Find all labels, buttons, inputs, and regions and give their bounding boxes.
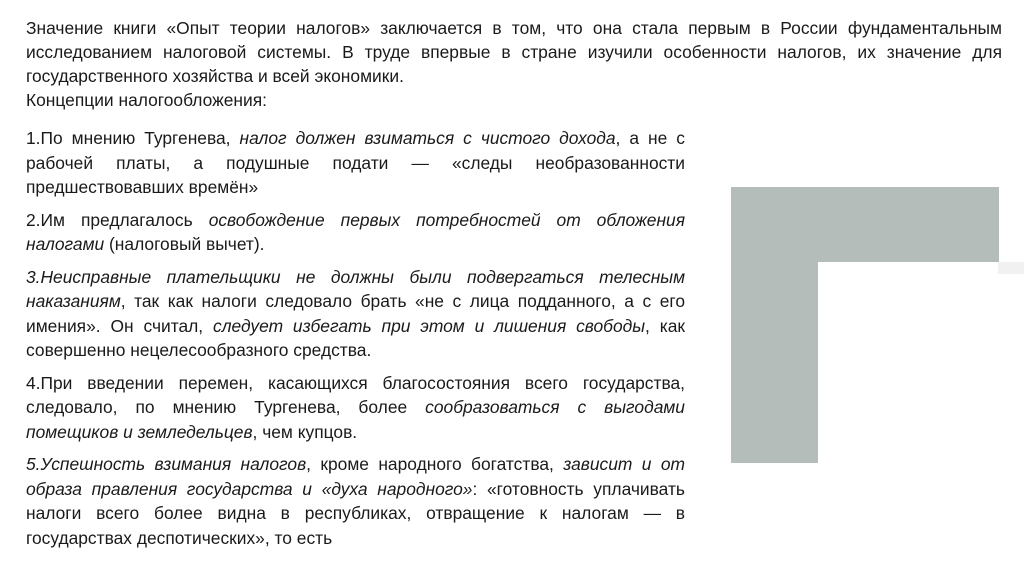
concept-item-3 (26, 265, 685, 363)
concept-item-4 (26, 371, 685, 445)
concept-3-segment-4: , как совершенно нецелесообразного средства. (26, 315, 686, 360)
decorative-corner-cutout (818, 262, 999, 463)
concept-4-segment-2: сообразоваться с выгодами помещиков и земледельцев (26, 397, 685, 442)
concept-1-segment-2: налог должен взиматься с чистого дохода (239, 128, 616, 148)
decorative-edge (998, 262, 1024, 274)
concept-4-segment-3: , чем купцов. (252, 421, 358, 442)
concept-5-segment-3: зависит и от образа правления государства и «духа народного» (26, 454, 685, 499)
concept-5-segment-4: : «готовность уплачивать налоги всего более видна в республиках, отвращение к налогам — в государствах деспотических», то есть (26, 478, 685, 548)
concept-2-segment-1: 2.Им предлагалось (26, 209, 209, 230)
concept-1-segment-1: 1.По мнению Тургенева, (26, 128, 240, 148)
concept-1-segment-3: , а не с рабочей платы, а подушные подати — «следы необразованности предшествовавших времён» (26, 128, 685, 197)
intro-block (26, 16, 1002, 112)
concept-3-segment-3: следует избегать при этом и лишения свободы (213, 315, 646, 336)
concept-item-2 (26, 208, 685, 257)
intro-paragraph: Значение книги «Опыт теории налогов» заключается в том, что она стала первым в России фундаментальным исследованием налоговой системы. В труде впервые в стране изучили особенности налогов, их значение для государственного хозяйства и всей экономики. (26, 18, 1002, 86)
concept-item-5 (26, 452, 685, 550)
concept-2-segment-2: освобождение первых потребностей от обложения налогами (26, 209, 686, 254)
concept-2-segment-3: (налоговый вычет). (104, 234, 265, 254)
concept-3-segment-1: 3.Неисправные плательщики не должны были подвергаться телесным наказаниям (26, 266, 685, 311)
concept-5-segment-1: 5.Успешность взимания налогов (26, 454, 307, 474)
concept-4-segment-1: 4.При введении перемен, касающихся благосостояния всего государства, следовало, по мнению Тургенева, более (26, 372, 685, 417)
concept-5-segment-2: , кроме народного богатства, (306, 454, 564, 474)
concepts-list (26, 126, 685, 558)
concepts-heading: Концепции налогообложения: (26, 90, 267, 110)
concept-3-segment-2: , так как налоги следовало брать «не с лица подданного, а с его имения». Он считал, (26, 291, 685, 336)
concept-item-1 (26, 126, 685, 200)
